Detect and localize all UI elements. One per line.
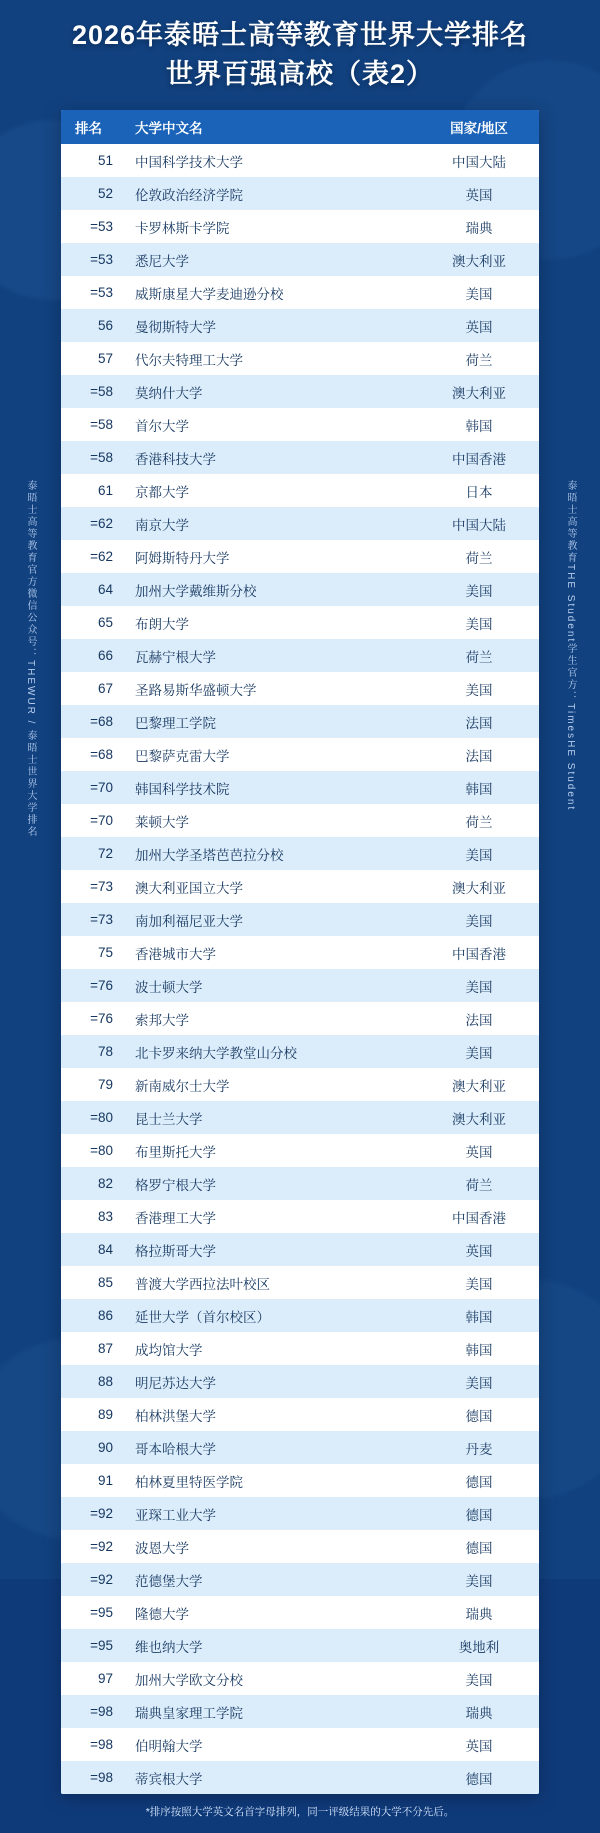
cell-rank: =76 xyxy=(90,978,113,994)
cell-region: 奥地利 xyxy=(458,1639,500,1655)
cell-region: 中国大陆 xyxy=(452,517,506,533)
cell-university-name: 代尔夫特理工大学 xyxy=(135,352,243,368)
cell-rank: 90 xyxy=(97,1440,113,1456)
cell-university-name: 悉尼大学 xyxy=(135,253,189,269)
table-row xyxy=(61,1266,539,1299)
cell-region: 澳大利亚 xyxy=(452,1078,506,1094)
cell-rank: =95 xyxy=(90,1605,113,1621)
cell-rank: =70 xyxy=(90,813,113,829)
cell-university-name: 加州大学圣塔芭芭拉分校 xyxy=(135,847,284,863)
table-row xyxy=(61,771,539,804)
cell-university-name: 布里斯托大学 xyxy=(135,1144,216,1160)
cell-university-name: 明尼苏达大学 xyxy=(135,1375,216,1391)
table-header-row xyxy=(61,110,539,144)
cell-rank: 84 xyxy=(97,1242,113,1258)
cell-region: 法国 xyxy=(465,1012,493,1028)
table-row xyxy=(61,1464,539,1497)
cell-university-name: 波恩大学 xyxy=(135,1540,189,1556)
table-row xyxy=(61,309,539,342)
cell-region: 韩国 xyxy=(465,418,493,434)
cell-university-name: 巴黎理工学院 xyxy=(135,715,216,731)
cell-rank: 56 xyxy=(97,318,113,334)
cell-region: 法国 xyxy=(465,715,493,731)
side-note-right: 泰晤士高等教育THE Student学生官方：TimesHE Student xyxy=(565,480,576,812)
cell-university-name: 圣路易斯华盛顿大学 xyxy=(135,682,257,698)
cell-rank: 51 xyxy=(97,153,113,169)
table-row xyxy=(61,573,539,606)
cell-rank: 67 xyxy=(97,681,113,697)
table-row xyxy=(61,606,539,639)
table-body xyxy=(61,144,539,1794)
cell-region: 中国香港 xyxy=(452,451,506,467)
cell-region: 德国 xyxy=(465,1474,493,1490)
title-line-2: 世界百强高校（表2） xyxy=(165,59,435,90)
title-line-1: 2026年泰晤士高等教育世界大学排名 xyxy=(71,20,529,50)
cell-university-name: 波士顿大学 xyxy=(135,979,203,995)
cell-university-name: 莫纳什大学 xyxy=(135,385,203,401)
cell-region: 韩国 xyxy=(465,1309,493,1325)
cell-region: 荷兰 xyxy=(465,352,493,368)
cell-region: 德国 xyxy=(465,1408,493,1424)
cell-rank: =80 xyxy=(90,1110,113,1126)
cell-region: 丹麦 xyxy=(465,1441,493,1457)
cell-rank: =73 xyxy=(90,879,113,895)
table-row xyxy=(61,1761,539,1794)
cell-university-name: 成均馆大学 xyxy=(135,1342,203,1358)
cell-rank: =98 xyxy=(90,1737,113,1753)
cell-rank: =80 xyxy=(90,1143,113,1159)
cell-university-name: 京都大学 xyxy=(135,484,189,500)
cell-university-name: 巴黎萨克雷大学 xyxy=(135,748,230,764)
cell-region: 美国 xyxy=(465,1276,493,1292)
cell-region: 荷兰 xyxy=(465,1177,493,1193)
cell-university-name: 曼彻斯特大学 xyxy=(135,319,216,335)
table-row xyxy=(61,1398,539,1431)
cell-rank: =92 xyxy=(90,1572,113,1588)
table-row xyxy=(61,540,539,573)
cell-region: 德国 xyxy=(465,1771,493,1787)
cell-university-name: 柏林洪堡大学 xyxy=(135,1408,216,1424)
table-row xyxy=(61,441,539,474)
table-row xyxy=(61,1530,539,1563)
cell-university-name: 加州大学欧文分校 xyxy=(135,1672,243,1688)
table-row xyxy=(61,1365,539,1398)
cell-university-name: 隆德大学 xyxy=(135,1606,189,1622)
cell-region: 德国 xyxy=(465,1507,493,1523)
page-title xyxy=(0,0,600,104)
cell-rank: 52 xyxy=(97,186,113,202)
cell-region: 德国 xyxy=(465,1540,493,1556)
cell-university-name: 格拉斯哥大学 xyxy=(135,1243,216,1259)
cell-region: 英国 xyxy=(465,187,493,203)
cell-university-name: 普渡大学西拉法叶校区 xyxy=(135,1276,270,1292)
table-row xyxy=(61,1695,539,1728)
cell-region: 韩国 xyxy=(465,781,493,797)
table-row xyxy=(61,639,539,672)
cell-rank: =98 xyxy=(90,1704,113,1720)
cell-rank: 79 xyxy=(97,1077,113,1093)
cell-university-name: 柏林夏里特医学院 xyxy=(135,1474,243,1490)
table-row xyxy=(61,276,539,309)
table-header xyxy=(61,110,539,144)
cell-rank: 65 xyxy=(97,615,113,631)
cell-region: 荷兰 xyxy=(465,649,493,665)
cell-rank: 64 xyxy=(97,582,113,598)
cell-rank: 66 xyxy=(97,648,113,664)
column-header-rank: 排名 xyxy=(61,110,123,144)
table-row xyxy=(61,1629,539,1662)
cell-university-name: 北卡罗来纳大学教堂山分校 xyxy=(135,1045,297,1061)
cell-rank: 61 xyxy=(97,483,113,499)
cell-region: 澳大利亚 xyxy=(452,253,506,269)
cell-rank: =68 xyxy=(90,747,113,763)
cell-region: 法国 xyxy=(465,748,493,764)
table-row xyxy=(61,507,539,540)
cell-region: 澳大利亚 xyxy=(452,385,506,401)
cell-university-name: 伦敦政治经济学院 xyxy=(135,187,243,203)
cell-region: 荷兰 xyxy=(465,550,493,566)
cell-rank: =58 xyxy=(90,450,113,466)
table-row xyxy=(61,903,539,936)
cell-university-name: 延世大学（首尔校区） xyxy=(135,1309,270,1325)
table-row xyxy=(61,1596,539,1629)
cell-region: 美国 xyxy=(465,286,493,302)
table-row xyxy=(61,804,539,837)
table-row xyxy=(61,705,539,738)
cell-rank: =73 xyxy=(90,912,113,928)
cell-university-name: 首尔大学 xyxy=(135,418,189,434)
cell-university-name: 范德堡大学 xyxy=(135,1573,203,1589)
cell-rank: =92 xyxy=(90,1539,113,1555)
cell-rank: 87 xyxy=(97,1341,113,1357)
cell-region: 中国大陆 xyxy=(452,154,506,170)
cell-rank: =95 xyxy=(90,1638,113,1654)
cell-university-name: 伯明翰大学 xyxy=(135,1738,203,1754)
cell-rank: 57 xyxy=(97,351,113,367)
table-row xyxy=(61,1233,539,1266)
cell-university-name: 韩国科学技术院 xyxy=(135,781,230,797)
cell-region: 中国香港 xyxy=(452,946,506,962)
cell-university-name: 香港科技大学 xyxy=(135,451,216,467)
cell-rank: =98 xyxy=(90,1770,113,1786)
column-header-university: 大学中文名 xyxy=(123,110,419,144)
table-row xyxy=(61,1101,539,1134)
table-row xyxy=(61,1134,539,1167)
table-row xyxy=(61,474,539,507)
table-row xyxy=(61,738,539,771)
cell-region: 美国 xyxy=(465,682,493,698)
table-row xyxy=(61,408,539,441)
cell-university-name: 瓦赫宁根大学 xyxy=(135,649,216,665)
cell-university-name: 加州大学戴维斯分校 xyxy=(135,583,257,599)
cell-region: 中国香港 xyxy=(452,1210,506,1226)
cell-university-name: 索邦大学 xyxy=(135,1012,189,1028)
cell-rank: 91 xyxy=(97,1473,113,1489)
cell-rank: 82 xyxy=(97,1176,113,1192)
cell-university-name: 哥本哈根大学 xyxy=(135,1441,216,1457)
column-header-region: 国家/地区 xyxy=(419,110,539,144)
cell-region: 英国 xyxy=(465,319,493,335)
cell-rank: =68 xyxy=(90,714,113,730)
table-row xyxy=(61,375,539,408)
table-row xyxy=(61,1299,539,1332)
cell-university-name: 蒂宾根大学 xyxy=(135,1771,203,1787)
table-row xyxy=(61,1497,539,1530)
table-row xyxy=(61,210,539,243)
cell-rank: =62 xyxy=(90,516,113,532)
table-row xyxy=(61,837,539,870)
cell-rank: 72 xyxy=(97,846,113,862)
table-row xyxy=(61,1035,539,1068)
cell-rank: 89 xyxy=(97,1407,113,1423)
cell-region: 美国 xyxy=(465,913,493,929)
cell-rank: 83 xyxy=(97,1209,113,1225)
table-row xyxy=(61,1431,539,1464)
table-row xyxy=(61,1662,539,1695)
cell-region: 美国 xyxy=(465,979,493,995)
cell-rank: =76 xyxy=(90,1011,113,1027)
cell-university-name: 莱顿大学 xyxy=(135,814,189,830)
cell-rank: =62 xyxy=(90,549,113,565)
cell-rank: 97 xyxy=(97,1671,113,1687)
cell-region: 英国 xyxy=(465,1738,493,1754)
cell-rank: =58 xyxy=(90,384,113,400)
table-row xyxy=(61,342,539,375)
ranking-table-card xyxy=(61,110,539,1794)
cell-rank: =53 xyxy=(90,252,113,268)
table-row xyxy=(61,144,539,177)
table-row xyxy=(61,243,539,276)
table-row xyxy=(61,936,539,969)
cell-rank: 85 xyxy=(97,1275,113,1291)
cell-rank: =53 xyxy=(90,285,113,301)
cell-rank: 88 xyxy=(97,1374,113,1390)
cell-university-name: 卡罗林斯卡学院 xyxy=(135,220,230,236)
table-row xyxy=(61,1332,539,1365)
cell-university-name: 昆士兰大学 xyxy=(135,1111,203,1127)
table-row xyxy=(61,1002,539,1035)
cell-region: 澳大利亚 xyxy=(452,1111,506,1127)
cell-university-name: 维也纳大学 xyxy=(135,1639,203,1655)
table-row xyxy=(61,177,539,210)
cell-region: 日本 xyxy=(465,484,493,500)
cell-region: 澳大利亚 xyxy=(452,880,506,896)
cell-university-name: 阿姆斯特丹大学 xyxy=(135,550,230,566)
table-row xyxy=(61,1728,539,1761)
cell-region: 美国 xyxy=(465,847,493,863)
cell-university-name: 香港理工大学 xyxy=(135,1210,216,1226)
table-row xyxy=(61,672,539,705)
table-row xyxy=(61,1167,539,1200)
cell-rank: 86 xyxy=(97,1308,113,1324)
cell-rank: =53 xyxy=(90,219,113,235)
table-row xyxy=(61,1563,539,1596)
cell-university-name: 南京大学 xyxy=(135,517,189,533)
cell-region: 瑞典 xyxy=(465,1606,493,1622)
cell-rank: 78 xyxy=(97,1044,113,1060)
cell-region: 英国 xyxy=(465,1243,493,1259)
cell-rank: =70 xyxy=(90,780,113,796)
cell-region: 美国 xyxy=(465,1375,493,1391)
cell-region: 美国 xyxy=(465,1672,493,1688)
cell-rank: =58 xyxy=(90,417,113,433)
cell-region: 瑞典 xyxy=(465,220,493,236)
cell-university-name: 中国科学技术大学 xyxy=(135,154,243,170)
cell-university-name: 亚琛工业大学 xyxy=(135,1507,216,1523)
cell-region: 荷兰 xyxy=(465,814,493,830)
table-row xyxy=(61,969,539,1002)
cell-university-name: 格罗宁根大学 xyxy=(135,1177,216,1193)
cell-region: 美国 xyxy=(465,583,493,599)
table-row xyxy=(61,1068,539,1101)
cell-rank: 75 xyxy=(97,945,113,961)
cell-university-name: 澳大利亚国立大学 xyxy=(135,880,243,896)
cell-university-name: 瑞典皇家理工学院 xyxy=(135,1705,243,1721)
cell-region: 美国 xyxy=(465,616,493,632)
cell-university-name: 香港城市大学 xyxy=(135,946,216,962)
table-row xyxy=(61,870,539,903)
cell-university-name: 布朗大学 xyxy=(135,616,189,632)
footnote: *排序按照大学英文名首字母排列，同一评级结果的大学不分先后。 xyxy=(145,1806,455,1819)
table-row xyxy=(61,1200,539,1233)
cell-region: 英国 xyxy=(465,1144,493,1160)
cell-region: 美国 xyxy=(465,1045,493,1061)
cell-region: 美国 xyxy=(465,1573,493,1589)
cell-region: 韩国 xyxy=(465,1342,493,1358)
cell-university-name: 威斯康星大学麦迪逊分校 xyxy=(135,286,284,302)
cell-university-name: 新南威尔士大学 xyxy=(135,1078,230,1094)
cell-rank: =92 xyxy=(90,1506,113,1522)
cell-university-name: 南加利福尼亚大学 xyxy=(135,913,243,929)
ranking-table xyxy=(61,110,539,1794)
side-note-left: 泰晤士高等教育官方微信公众号：THEWUR / 泰晤士世界大学排名 xyxy=(25,480,36,839)
cell-region: 瑞典 xyxy=(465,1705,493,1721)
